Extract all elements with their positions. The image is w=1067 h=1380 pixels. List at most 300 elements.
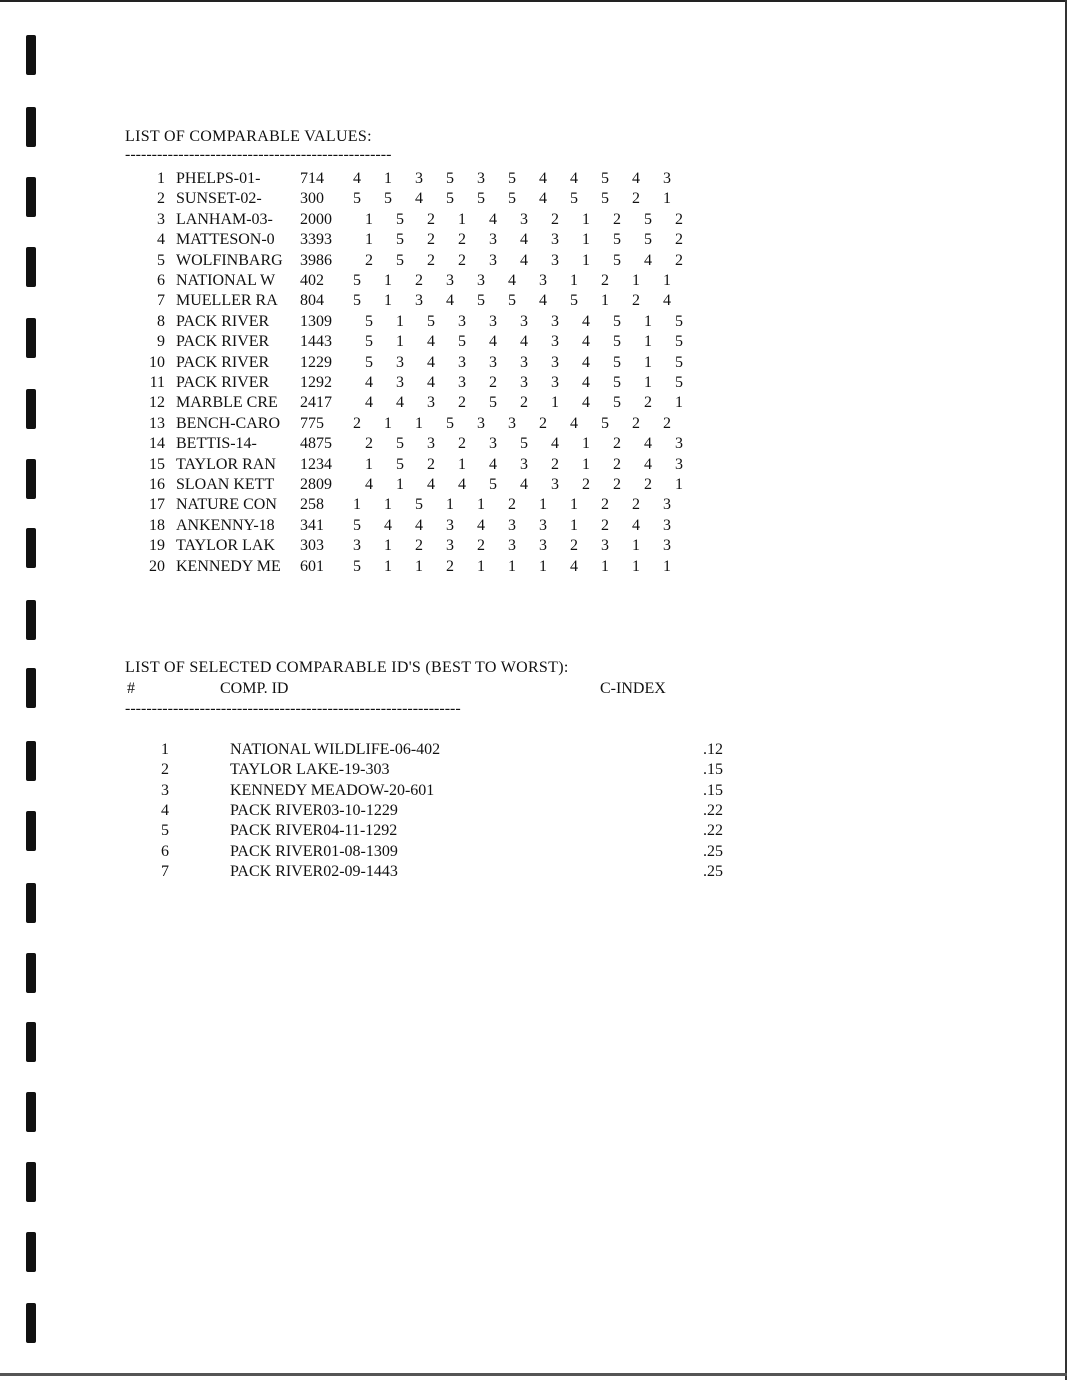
comparable-score: 5: [446, 190, 454, 208]
comparable-score: 2: [644, 476, 652, 493]
comparable-score: 1: [644, 353, 652, 371]
punch-hole: [26, 1162, 36, 1202]
comparable-score: 2: [582, 476, 590, 493]
comparable-name: NATIONAL W: [176, 272, 276, 289]
comparable-score: 1: [415, 557, 423, 575]
comparable-score: 4: [427, 476, 435, 493]
comparable-index: 9: [157, 333, 165, 351]
comparable-row: [125, 476, 685, 496]
selected-col-cindex: C-INDEX: [600, 680, 666, 697]
comparable-score: 5: [365, 312, 373, 330]
comparable-score: 1: [384, 557, 392, 575]
comparable-index: 11: [149, 374, 165, 391]
comparable-score: 5: [644, 231, 652, 249]
comparable-score: 3: [675, 455, 683, 473]
comparable-score: 1: [539, 557, 547, 575]
comparable-score: 3: [489, 353, 497, 371]
comparable-name: ANKENNY-18: [176, 516, 275, 534]
comparable-score: 3: [489, 251, 497, 269]
comparable-score: 1: [353, 496, 361, 514]
comparable-score: 5: [489, 476, 497, 493]
comparable-score: 1: [446, 496, 454, 514]
comparable-value: 303: [300, 537, 324, 555]
comparable-score: 4: [539, 190, 547, 208]
comparable-score: 4: [582, 394, 590, 412]
comparable-score: 5: [520, 435, 528, 453]
comparable-score: 5: [353, 516, 361, 534]
comparable-score: 3: [539, 537, 547, 555]
comparable-score: 1: [570, 496, 578, 514]
comparable-score: 4: [582, 312, 590, 330]
comparable-score: 2: [458, 251, 466, 269]
selected-c-index: .22: [703, 801, 723, 819]
comparable-score: 3: [551, 374, 559, 391]
comparable-score: 3: [539, 516, 547, 534]
selected-comp-id: PACK RIVER01-08-1309: [230, 842, 398, 860]
comparable-score: 3: [551, 353, 559, 371]
comparable-score: 1: [539, 496, 547, 514]
selected-row: [125, 741, 725, 761]
comparable-score: 2: [551, 210, 559, 228]
comparable-score: 3: [508, 537, 516, 555]
comparable-score: 5: [613, 353, 621, 371]
selected-comp-id: NATIONAL WILDLIFE-06-402: [230, 741, 441, 758]
comparable-score: 2: [601, 496, 609, 514]
comparable-name: KENNEDY ME: [176, 557, 281, 575]
comparable-score: 1: [384, 272, 392, 289]
comparable-name: WOLFINBARG: [176, 251, 283, 269]
selected-comp-id: PACK RIVER02-09-1443: [230, 862, 398, 880]
comparable-score: 4: [365, 374, 373, 391]
comparable-row: [125, 415, 685, 435]
comparable-index: 19: [149, 537, 165, 555]
selected-row: [125, 802, 725, 822]
comparable-score: 4: [427, 353, 435, 371]
comparable-score: 2: [520, 394, 528, 412]
selected-comp-id: PACK RIVER04-11-1292: [230, 822, 398, 840]
selected-col-id: COMP. ID: [220, 680, 289, 697]
comparable-score: 2: [663, 414, 671, 432]
comparable-row: [125, 374, 685, 394]
comparable-name: NATURE CON: [176, 496, 277, 514]
comparable-index: 5: [157, 251, 165, 269]
comparable-score: 3: [458, 312, 466, 330]
comparable-score: 3: [520, 210, 528, 228]
comparable-index: 8: [157, 312, 165, 330]
comparable-score: 4: [632, 170, 640, 187]
comparable-row: [125, 456, 685, 476]
comparable-score: 5: [601, 414, 609, 432]
selected-row: [125, 782, 725, 802]
comparable-score: 2: [427, 210, 435, 228]
comparable-score: 2: [353, 414, 361, 432]
comparable-score: 1: [632, 557, 640, 575]
comparables-title: LIST OF COMPARABLE VALUES:: [125, 128, 372, 145]
comparable-score: 3: [539, 272, 547, 289]
comparable-score: 1: [675, 476, 683, 493]
comparable-score: 3: [415, 292, 423, 310]
comparable-score: 2: [613, 435, 621, 453]
punch-hole: [26, 1092, 36, 1132]
comparable-name: LANHAM-03-: [176, 210, 273, 228]
comparable-score: 5: [508, 170, 516, 187]
comparable-value: 402: [300, 272, 324, 289]
comparable-score: 1: [384, 414, 392, 432]
comparable-score: 1: [644, 333, 652, 351]
comparable-score: 4: [663, 292, 671, 310]
comparable-score: 3: [663, 496, 671, 514]
comparable-row: [125, 496, 685, 516]
punch-hole: [26, 247, 36, 287]
comparable-score: 3: [446, 516, 454, 534]
comparable-score: 1: [365, 455, 373, 473]
comparable-score: 4: [427, 374, 435, 391]
comparable-score: 2: [365, 251, 373, 269]
comparable-score: 5: [570, 190, 578, 208]
comparable-score: 5: [446, 170, 454, 187]
comparable-score: 4: [427, 333, 435, 351]
comparable-score: 1: [458, 210, 466, 228]
comparable-score: 4: [396, 394, 404, 412]
selected-col-num: #: [127, 680, 135, 697]
comparable-index: 7: [157, 292, 165, 310]
comparable-index: 13: [149, 414, 165, 432]
comparable-score: 5: [508, 292, 516, 310]
page-edge-top: [0, 0, 1067, 2]
comparable-score: 4: [539, 292, 547, 310]
comparable-score: 4: [489, 333, 497, 351]
comparable-score: 1: [384, 537, 392, 555]
comparable-score: 1: [582, 210, 590, 228]
comparable-score: 4: [582, 353, 590, 371]
comparable-value: 1234: [300, 455, 332, 473]
comparable-value: 1309: [300, 312, 332, 330]
comparable-score: 1: [384, 292, 392, 310]
comparable-score: 1: [396, 476, 404, 493]
comparable-score: 3: [551, 231, 559, 249]
comparable-score: 4: [570, 170, 578, 187]
selected-comp-id: KENNEDY MEADOW-20-601: [230, 781, 435, 799]
comparable-score: 5: [365, 353, 373, 371]
comparable-score: 5: [675, 312, 683, 330]
selected-row: [125, 761, 725, 781]
comparable-name: PACK RIVER: [176, 333, 270, 351]
comparable-row: [125, 435, 685, 455]
comparable-name: SUNSET-02-: [176, 190, 262, 208]
comparable-score: 5: [353, 190, 361, 208]
comparable-index: 2: [157, 190, 165, 208]
comparable-score: 2: [601, 272, 609, 289]
comparable-score: 5: [570, 292, 578, 310]
comparable-score: 1: [477, 496, 485, 514]
comparable-score: 3: [551, 333, 559, 351]
comparable-score: 5: [613, 333, 621, 351]
comparable-score: 1: [477, 557, 485, 575]
comparable-row: [125, 170, 685, 190]
comparable-index: 15: [149, 455, 165, 473]
comparable-score: 1: [365, 210, 373, 228]
selected-row: [125, 843, 725, 863]
comparable-score: 4: [520, 476, 528, 493]
comparable-name: PACK RIVER: [176, 312, 270, 330]
comparable-score: 4: [644, 251, 652, 269]
comparable-score: 4: [477, 516, 485, 534]
comparable-score: 2: [458, 435, 466, 453]
comparable-name: MARBLE CRE: [176, 394, 278, 412]
comparable-value: 258: [300, 496, 324, 514]
comparable-score: 1: [663, 190, 671, 208]
comparable-score: 3: [396, 374, 404, 391]
comparable-score: 4: [570, 557, 578, 575]
selected-rule: ---------------------------------------------------------------: [125, 700, 461, 717]
comparable-score: 2: [415, 272, 423, 289]
comparable-name: PACK RIVER: [176, 353, 270, 371]
punch-hole: [26, 389, 36, 429]
comparable-value: 1229: [300, 353, 332, 371]
comparable-score: 1: [632, 537, 640, 555]
comparable-row: [125, 231, 685, 251]
comparable-score: 4: [644, 435, 652, 453]
comparable-score: 5: [396, 435, 404, 453]
selected-row: [125, 822, 725, 842]
comparable-score: 5: [427, 312, 435, 330]
comparable-score: 4: [446, 292, 454, 310]
comparable-score: 4: [520, 333, 528, 351]
selected-header-row: [125, 680, 725, 700]
comparable-score: 4: [582, 333, 590, 351]
selected-c-index: .15: [703, 761, 723, 779]
comparable-index: 16: [149, 476, 165, 493]
comparable-index: 4: [157, 231, 165, 249]
comparable-score: 3: [427, 435, 435, 453]
comparable-score: 1: [384, 170, 392, 187]
comparable-score: 5: [613, 394, 621, 412]
selected-comp-id: PACK RIVER03-10-1229: [230, 801, 398, 819]
comparable-score: 3: [508, 414, 516, 432]
comparable-score: 2: [508, 496, 516, 514]
comparable-score: 2: [632, 292, 640, 310]
comparable-score: 3: [477, 170, 485, 187]
comparable-score: 5: [396, 251, 404, 269]
comparable-value: 2417: [300, 394, 332, 412]
selected-rank: 5: [161, 822, 169, 840]
comparable-score: 3: [353, 537, 361, 555]
comparable-score: 2: [489, 374, 497, 391]
punch-hole: [26, 318, 36, 358]
comparable-score: 3: [520, 374, 528, 391]
comparable-score: 1: [582, 435, 590, 453]
punch-hole: [26, 600, 36, 640]
comparable-score: 5: [675, 374, 683, 391]
comparable-score: 2: [415, 537, 423, 555]
comparable-score: 3: [427, 394, 435, 412]
comparable-score: 1: [601, 557, 609, 575]
selected-c-index: .25: [703, 862, 723, 880]
comparable-score: 5: [396, 455, 404, 473]
comparable-row: [125, 292, 685, 312]
punch-hole: [26, 953, 36, 993]
comparable-score: 1: [570, 272, 578, 289]
comparable-row: [125, 190, 685, 210]
comparable-score: 4: [489, 210, 497, 228]
comparable-score: 5: [477, 292, 485, 310]
comparables-rule: --------------------------------------------------: [125, 146, 392, 163]
comparable-score: 2: [632, 414, 640, 432]
comparable-score: 1: [675, 394, 683, 412]
selected-rank: 6: [161, 842, 169, 860]
comparable-score: 4: [353, 170, 361, 187]
comparable-value: 4875: [300, 435, 332, 453]
comparable-row: [125, 537, 685, 557]
comparable-score: 2: [477, 537, 485, 555]
comparable-score: 3: [601, 537, 609, 555]
comparable-score: 2: [458, 231, 466, 249]
comparable-score: 1: [582, 251, 590, 269]
comparable-score: 1: [663, 557, 671, 575]
comparable-score: 4: [365, 476, 373, 493]
comparable-score: 1: [663, 272, 671, 289]
comparable-row: [125, 333, 685, 353]
comparable-score: 1: [508, 557, 516, 575]
comparable-score: 3: [675, 435, 683, 453]
comparable-score: 5: [644, 210, 652, 228]
punch-hole: [26, 528, 36, 568]
comparable-score: 4: [632, 516, 640, 534]
comparable-score: 3: [489, 231, 497, 249]
comparable-row: [125, 354, 685, 374]
comparable-value: 1443: [300, 333, 332, 351]
selected-rank: 7: [161, 862, 169, 880]
selected-c-index: .12: [703, 741, 723, 758]
comparable-value: 601: [300, 557, 324, 575]
comparable-value: 2000: [300, 210, 332, 228]
comparable-index: 17: [149, 496, 165, 514]
comparable-score: 1: [644, 374, 652, 391]
comparable-score: 5: [601, 170, 609, 187]
comparable-score: 2: [675, 210, 683, 228]
punch-hole: [26, 668, 36, 708]
comparable-index: 10: [149, 353, 165, 371]
comparable-score: 5: [613, 251, 621, 269]
comparable-score: 2: [613, 210, 621, 228]
comparable-value: 804: [300, 292, 324, 310]
selected-row: [125, 863, 725, 883]
comparable-score: 2: [644, 394, 652, 412]
comparable-score: 3: [458, 353, 466, 371]
comparable-score: 1: [396, 333, 404, 351]
comparable-score: 4: [415, 190, 423, 208]
punch-hole: [26, 883, 36, 923]
comparable-score: 2: [427, 455, 435, 473]
comparable-score: 1: [632, 272, 640, 289]
comparable-score: 2: [675, 251, 683, 269]
comparable-name: BENCH-CARO: [176, 414, 281, 432]
punch-hole: [26, 741, 36, 781]
comparable-score: 2: [632, 496, 640, 514]
comparable-row: [125, 252, 685, 272]
comparable-score: 3: [551, 251, 559, 269]
comparable-name: PACK RIVER: [176, 374, 270, 391]
punch-hole: [26, 1303, 36, 1343]
comparable-score: 4: [508, 272, 516, 289]
comparable-score: 3: [415, 170, 423, 187]
comparable-score: 5: [458, 333, 466, 351]
comparable-row: [125, 272, 685, 292]
comparable-score: 5: [489, 394, 497, 412]
punch-hole: [26, 107, 36, 147]
comparable-score: 2: [427, 251, 435, 269]
selected-rank: 4: [161, 801, 169, 819]
comparable-score: 2: [551, 455, 559, 473]
comparable-score: 4: [644, 455, 652, 473]
comparable-score: 4: [539, 170, 547, 187]
punch-hole: [26, 35, 36, 75]
comparable-row: [125, 211, 685, 231]
selected-c-index: .22: [703, 822, 723, 840]
comparable-score: 1: [570, 516, 578, 534]
comparable-index: 12: [149, 394, 165, 412]
comparable-name: SLOAN KETT: [176, 476, 275, 493]
punch-hole: [26, 459, 36, 499]
comparable-score: 1: [415, 414, 423, 432]
comparable-score: 4: [384, 516, 392, 534]
comparable-score: 5: [675, 353, 683, 371]
punch-hole: [26, 177, 36, 217]
comparable-score: 2: [570, 537, 578, 555]
comparable-score: 4: [489, 455, 497, 473]
comparable-score: 5: [613, 312, 621, 330]
comparable-score: 2: [539, 414, 547, 432]
comparable-score: 5: [601, 190, 609, 208]
comparable-score: 5: [353, 557, 361, 575]
comparable-score: 4: [458, 476, 466, 493]
selected-c-index: .15: [703, 781, 723, 799]
comparable-score: 3: [508, 516, 516, 534]
comparable-score: 2: [675, 231, 683, 249]
comparable-score: 5: [477, 190, 485, 208]
comparable-score: 5: [365, 333, 373, 351]
comparable-index: 14: [149, 435, 165, 453]
comparable-score: 5: [613, 231, 621, 249]
page-edge-bottom: [0, 1373, 1067, 1376]
comparable-score: 5: [675, 333, 683, 351]
comparable-index: 18: [149, 516, 165, 534]
comparable-score: 1: [582, 231, 590, 249]
comparable-score: 2: [613, 455, 621, 473]
comparable-score: 5: [396, 210, 404, 228]
comparable-score: 1: [551, 394, 559, 412]
punch-hole: [26, 1022, 36, 1062]
comparable-name: MUELLER RA: [176, 292, 278, 310]
comparable-score: 3: [489, 312, 497, 330]
comparable-name: TAYLOR LAK: [176, 537, 276, 555]
comparable-score: 4: [582, 374, 590, 391]
comparable-value: 3393: [300, 231, 332, 249]
selected-rank: 1: [161, 741, 169, 758]
comparable-index: 6: [157, 272, 165, 289]
comparable-index: 1: [157, 170, 165, 187]
comparable-score: 3: [446, 272, 454, 289]
selected-title: LIST OF SELECTED COMPARABLE ID'S (BEST TO WORST):: [125, 659, 569, 676]
comparable-score: 2: [601, 516, 609, 534]
comparable-value: 341: [300, 516, 324, 534]
comparable-score: 3: [477, 414, 485, 432]
comparable-index: 20: [149, 557, 165, 575]
comparable-score: 3: [663, 516, 671, 534]
comparable-score: 3: [458, 374, 466, 391]
comparable-score: 5: [508, 190, 516, 208]
comparable-score: 4: [415, 516, 423, 534]
